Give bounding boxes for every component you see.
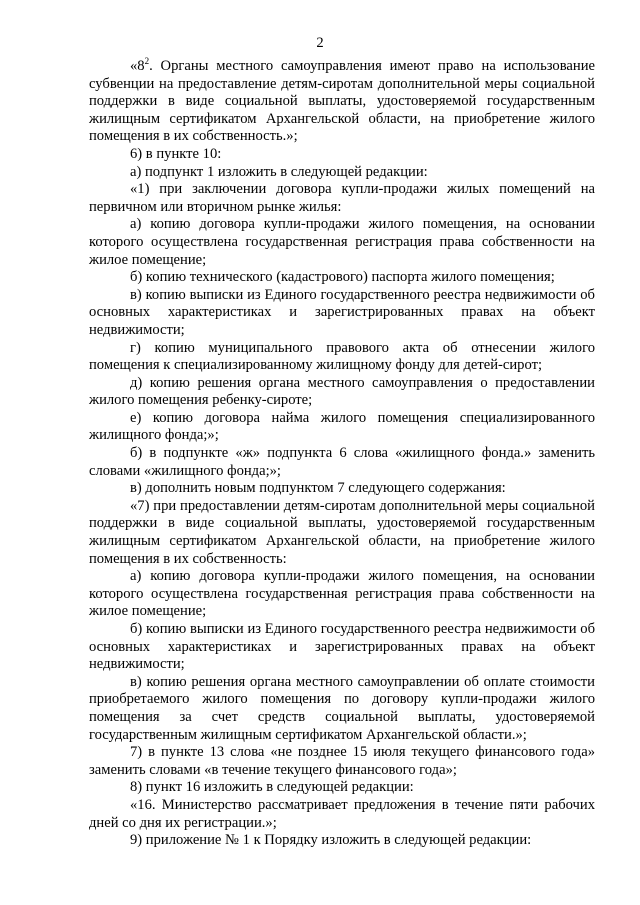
paragraph-list-b-2: б) копию выписки из Единого государственного реестра недвижимости об основных характеристиках и зарегистрированных правах на объект недвижимости; (89, 621, 595, 673)
paragraph-list-g: г) копию муниципального правового акта об отнесении жилого помещения к специализированному жилищному фонду для детей-сирот; (89, 339, 595, 374)
paragraph-text: . Органы местного самоуправления имеют право на использование субвенции на предоставление детям-сиротам дополнительной меры социальной поддержки в виде социальной выплаты, удостоверяемой государственным жилищным сертификатом Архангельской области, на приобретение жилого помещения в их собственность.»; (89, 58, 595, 145)
paragraph-list-v: в) копию выписки из Единого государственного реестра недвижимости об основных характеристиках и зарегистрированных правах на объект недвижимости; (89, 286, 595, 338)
paragraph-list-a-2: а) копию договора купли-продажи жилого помещения, на основании которого осуществлена государственная регистрация права собственности на жилое помещение; (89, 568, 595, 620)
paragraph-list-d: д) копию решения органа местного самоуправления о предоставлении жилого помещения ребенку-сироте; (89, 374, 595, 409)
paragraph-list-e: е) копию договора найма жилого помещения специализированного жилищного фонда;»; (89, 409, 595, 444)
superscript: 2 (144, 56, 150, 67)
paragraph-item-9: 9) приложение № 1 к Порядку изложить в следующей редакции: (130, 832, 532, 849)
paragraph-item-7: 7) в пункте 13 слова «не позднее 15 июля текущего финансового года» заменить словами «в течение текущего финансового года»; (89, 744, 595, 778)
paragraph-item-8: 8) пункт 16 изложить в следующей редакции: (130, 779, 414, 796)
page-number: 2 (316, 35, 324, 51)
paragraph-list-a: а) копию договора купли-продажи жилого помещения, на основании которого осуществлена государственная регистрация права собственности на жилое помещение; (89, 216, 595, 268)
paragraph-text: «8 (130, 58, 145, 74)
paragraph-8-2 (89, 58, 595, 146)
paragraph-quote-16: «16. Министерство рассматривает предложения в течение пяти рабочих дней со дня их регистрации.»; (89, 796, 595, 831)
paragraph-subitem-v: в) дополнить новым подпунктом 7 следующего содержания: (130, 480, 506, 497)
document-body (89, 58, 595, 850)
paragraph-subitem-b: б) в подпункте «ж» подпункта 6 слова «жилищного фонда.» заменить словами «жилищного фонда;»; (89, 445, 595, 479)
paragraph-quote-1: «1) при заключении договора купли-продажи жилых помещений на первичном или вторичном рынке жилья: (89, 181, 595, 215)
paragraph-list-b: б) копию технического (кадастрового) паспорта жилого помещения; (130, 269, 555, 286)
paragraph-list-v-2: в) копию решения органа местного самоуправлении об оплате стоимости приобретаемого жилого помещения по договору купли-продажи жилого помещения за счет средств социальной выплаты, удостоверяемой государственным жилищным сертификатом Архангельской области.»; (89, 673, 595, 743)
paragraph-subitem-a: а) подпункт 1 изложить в следующей редакции: (130, 163, 428, 180)
paragraph-quote-7: «7) при предоставлении детям-сиротам дополнительной меры социальной поддержки в виде социальной выплаты, удостоверяемой государственным жилищным сертификатом Архангельской области, на приобретение жилого помещения в их собственность: (89, 497, 595, 567)
paragraph-item-6: 6) в пункте 10: (130, 145, 222, 162)
